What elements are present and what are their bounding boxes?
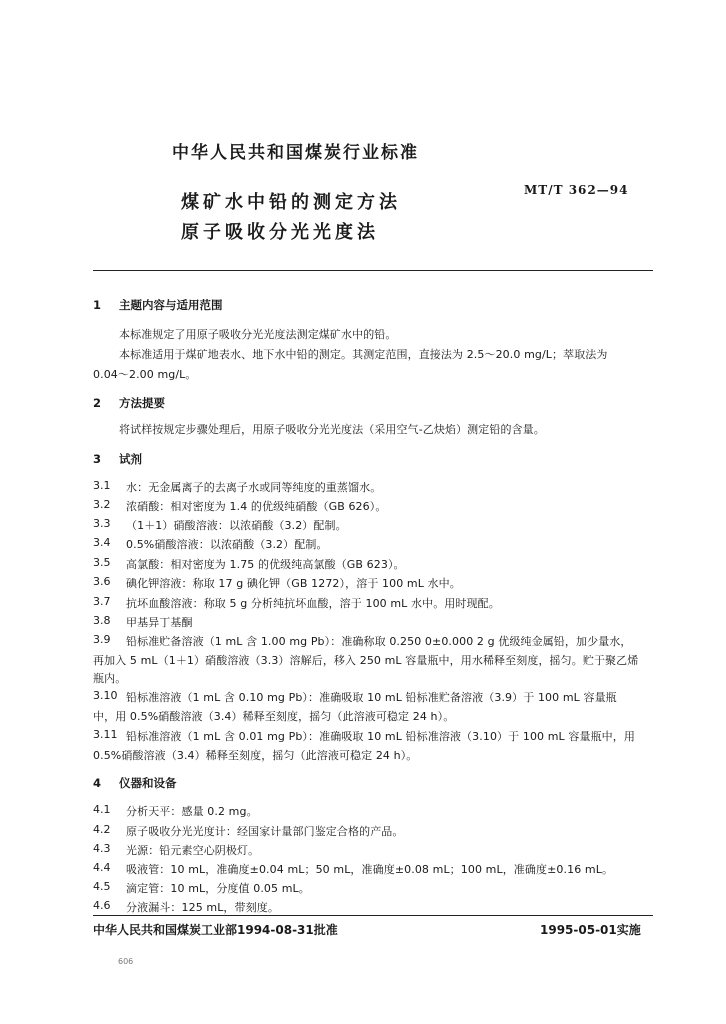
- section-2-heading: [93, 395, 165, 411]
- list-item-num: 3.1: [93, 479, 111, 492]
- list-item-num: 4.6: [93, 899, 111, 912]
- standard-code: MT/T 362—94: [524, 183, 629, 197]
- list-item-text: 铅标准溶液（1 mL 含 0.01 mg Pb）：准确吸取 10 mL 铅标准溶液（3.10）于 100 mL 容量瓶中，用: [126, 730, 635, 743]
- list-item-text: 水：无金属离子的去离子水或同等纯度的重蒸馏水。: [126, 481, 382, 494]
- list-item-num: 4.4: [93, 861, 111, 874]
- list-item-num: 4.3: [93, 842, 111, 855]
- header-rule: [93, 270, 653, 271]
- list-item-num: 3.5: [93, 556, 111, 569]
- section-1-heading: [93, 297, 223, 313]
- section-number: 1: [93, 298, 102, 312]
- list-item-text: 0.5%硝酸溶液：以浓硝酸（3.2）配制。: [126, 538, 328, 551]
- list-item-text: 0.5%硝酸溶液（3.4）稀释至刻度，摇匀（此溶液可稳定 24 h）。: [93, 749, 418, 762]
- paragraph: 0.04～2.00 mg/L。: [93, 368, 197, 381]
- section-number: 4: [93, 776, 102, 790]
- list-item-text: （1＋1）硝酸溶液：以浓硝酸（3.2）配制。: [126, 519, 347, 532]
- list-item-num: 3.4: [93, 536, 111, 549]
- section-title: 仪器和设备: [119, 776, 177, 790]
- org-title: 中华人民共和国煤炭行业标准: [172, 143, 419, 163]
- list-item-text: 再加入 5 mL（1＋1）硝酸溶液（3.3）溶解后，移入 250 mL 容量瓶中，用水稀释至刻度，摇匀。贮于聚乙烯: [93, 654, 639, 667]
- section-number: 3: [93, 452, 102, 466]
- list-item-text: 甲基异丁基酮: [126, 616, 193, 629]
- list-item-num: 3.2: [93, 498, 111, 511]
- list-item-num: 3.10: [93, 689, 118, 702]
- list-item-num: 3.11: [93, 728, 118, 741]
- list-item-text: 抗坏血酸溶液：称取 5 g 分析纯抗坏血酸，溶于 100 mL 水中。用时现配。: [126, 597, 500, 610]
- list-item-num: 3.3: [93, 517, 111, 530]
- paragraph: 将试样按规定步骤处理后，用原子吸收分光光度法（采用空气-乙炔焰）测定铅的含量。: [119, 423, 545, 436]
- list-item-text: 滴定管：10 mL，分度值 0.05 mL。: [126, 882, 310, 895]
- list-item-text: 光源：铅元素空心阴极灯。: [126, 844, 260, 857]
- list-item-text: 浓硝酸：相对密度为 1.4 的优级纯硝酸（GB 626）。: [126, 500, 387, 513]
- list-item-text: 中，用 0.5%硝酸溶液（3.4）稀释至刻度，摇匀（此溶液可稳定 24 h）。: [93, 710, 455, 723]
- list-item-num: 4.1: [93, 803, 111, 816]
- implementation-date: 1995-05-01实施: [540, 923, 641, 937]
- list-item-text: 高氯酸：相对密度为 1.75 的优级纯高氯酸（GB 623）。: [126, 558, 405, 571]
- doc-title-line2: 原子吸收分光光度法: [181, 222, 379, 243]
- list-item-text: 原子吸收分光光度计：经国家计量部门鉴定合格的产品。: [126, 825, 404, 838]
- list-item-num: 3.8: [93, 614, 111, 627]
- list-item-num: 3.6: [93, 575, 111, 588]
- section-title: 试剂: [119, 452, 142, 466]
- list-item-num: 4.2: [93, 823, 111, 836]
- paragraph: 本标准规定了用原子吸收分光光度法测定煤矿水中的铅。: [119, 328, 397, 341]
- section-4-heading: [93, 775, 177, 791]
- doc-title-line1: 煤矿水中铅的测定方法: [181, 192, 401, 213]
- list-item-text: 铅标准贮备溶液（1 mL 含 1.00 mg Pb）：准确称取 0.250 0±0.000 2 g 优级纯金属铅，加少量水，: [126, 635, 632, 648]
- list-item-text: 瓶内。: [93, 672, 127, 685]
- paragraph: 本标准适用于煤矿地表水、地下水中铅的测定。其测定范围，直接法为 2.5～20.0 mg/L；萃取法为: [119, 348, 608, 361]
- section-title: 方法提要: [119, 396, 165, 410]
- list-item-num: 3.9: [93, 633, 111, 646]
- page-number: 606: [118, 957, 134, 966]
- section-title: 主题内容与适用范围: [119, 298, 223, 312]
- footer-rule: [93, 915, 653, 916]
- list-item-text: 分液漏斗：125 mL，带刻度。: [126, 901, 279, 914]
- list-item-text: 铅标准溶液（1 mL 含 0.10 mg Pb）：准确吸取 10 mL 铅标准贮备溶液（3.9）于 100 mL 容量瓶: [126, 691, 617, 704]
- list-item-text: 碘化钾溶液：称取 17 g 碘化钾（GB 1272），溶于 100 mL 水中。: [126, 577, 461, 590]
- section-3-heading: [93, 451, 142, 467]
- list-item-text: 分析天平：感量 0.2 mg。: [126, 805, 258, 818]
- list-item-num: 4.5: [93, 880, 111, 893]
- section-number: 2: [93, 396, 102, 410]
- list-item-num: 3.7: [93, 595, 111, 608]
- approval-note: 中华人民共和国煤炭工业部1994-08-31批准: [93, 923, 338, 937]
- list-item-text: 吸液管：10 mL，准确度±0.04 mL；50 mL，准确度±0.08 mL；100 mL，准确度±0.16 mL。: [126, 863, 614, 876]
